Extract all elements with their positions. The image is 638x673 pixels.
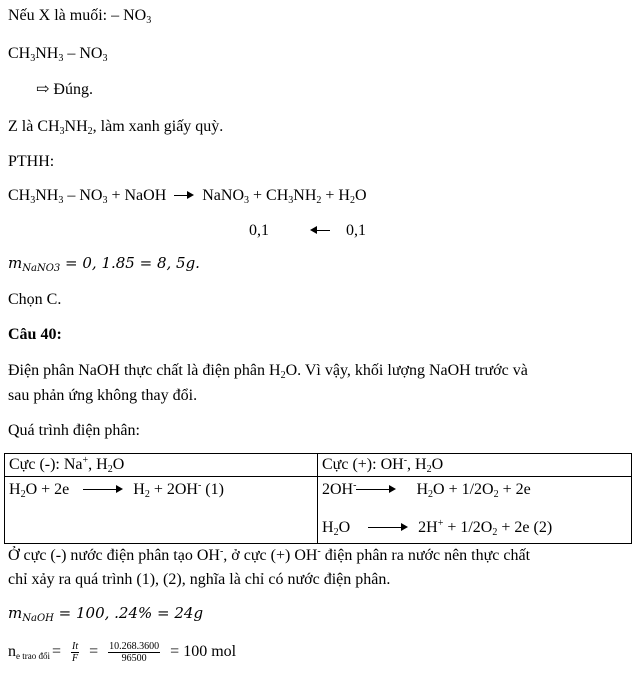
para-line-2: sau phản ứng không thay đổi.	[8, 387, 198, 404]
line-correct: ⇨ Đúng.	[36, 81, 93, 98]
left-arrow-icon	[310, 226, 330, 236]
line-pthh: PTHH:	[8, 153, 55, 170]
question-title: Câu 40:	[8, 326, 62, 343]
reaction-equation: $CH_3NH_3 - NO_3$ + NaOH NaNO$_3$ + $CH_3NH_2 + H_2O$	[8, 187, 367, 206]
explain-line-1: Ở cực (-) nước điện phân tạo OH-, ở cực (+) OH- điện phân ra nước nên thực chất	[8, 546, 531, 564]
reaction-arrow-icon	[83, 485, 123, 495]
cathode-header: Cực (-): Na+, $H_2O$	[5, 454, 318, 477]
fraction-it-f: $\frac{It}{F}$	[72, 641, 79, 664]
anode-reaction: 2OH- $H_2O + 1/2O_2 + 2e$ $H_2O$ $2H^+ + 1/2O_2 + 2e$ (2)	[318, 477, 632, 544]
table-row	[5, 477, 632, 544]
cathode-reaction: $H_2O + 2e$ $H_2 + 2OH^-$ (1)	[5, 477, 318, 544]
fraction-values: $\frac{10.268.3600}{96500}$	[109, 641, 160, 664]
line-ch3nh3-no3: $CH_3NH_3 - NO_3$	[8, 45, 108, 64]
right-arrow-icon: ⇨	[36, 81, 50, 98]
mol-right: 0,1	[346, 222, 366, 239]
reaction-arrow-icon	[174, 191, 194, 201]
line-x-salt: Nếu X là muối: – $NO_3$	[8, 7, 152, 26]
answer-choice: Chọn C.	[8, 291, 62, 308]
anode-header: Cực (+): OH-, $H_2O$	[318, 454, 632, 477]
reaction-arrow-icon	[368, 523, 408, 533]
electron-moles: $n_{e trao đổi}$ = $\frac{It}{F}$ = $\frac{10.268.3600}{96500}$ = 100 mol	[8, 641, 237, 664]
mass-nano3: $m_{NaNO3} = 0$, 1.85 = 8, 5g.	[8, 254, 200, 274]
mol-left: 0,1	[249, 222, 269, 239]
table-header-row	[5, 454, 632, 477]
mol-arrow	[310, 221, 330, 241]
explain-line-2: chỉ xảy ra quá trình (1), (2), nghĩa là chỉ có nước điện phân.	[8, 571, 391, 588]
electrolysis-table	[4, 453, 632, 544]
mass-naoh: $m_{NaOH} = 100$, .24% = 24g	[8, 604, 204, 624]
process-label: Quá trình điện phân:	[8, 422, 140, 439]
reaction-arrow-icon	[356, 485, 396, 495]
line-z: Z là $CH_3NH_2$, làm xanh giấy quỳ.	[8, 118, 224, 137]
para-line-1: Điện phân NaOH thực chất là điện phân $H_2O$. Vì vậy, khối lượng NaOH trước và	[8, 362, 528, 381]
